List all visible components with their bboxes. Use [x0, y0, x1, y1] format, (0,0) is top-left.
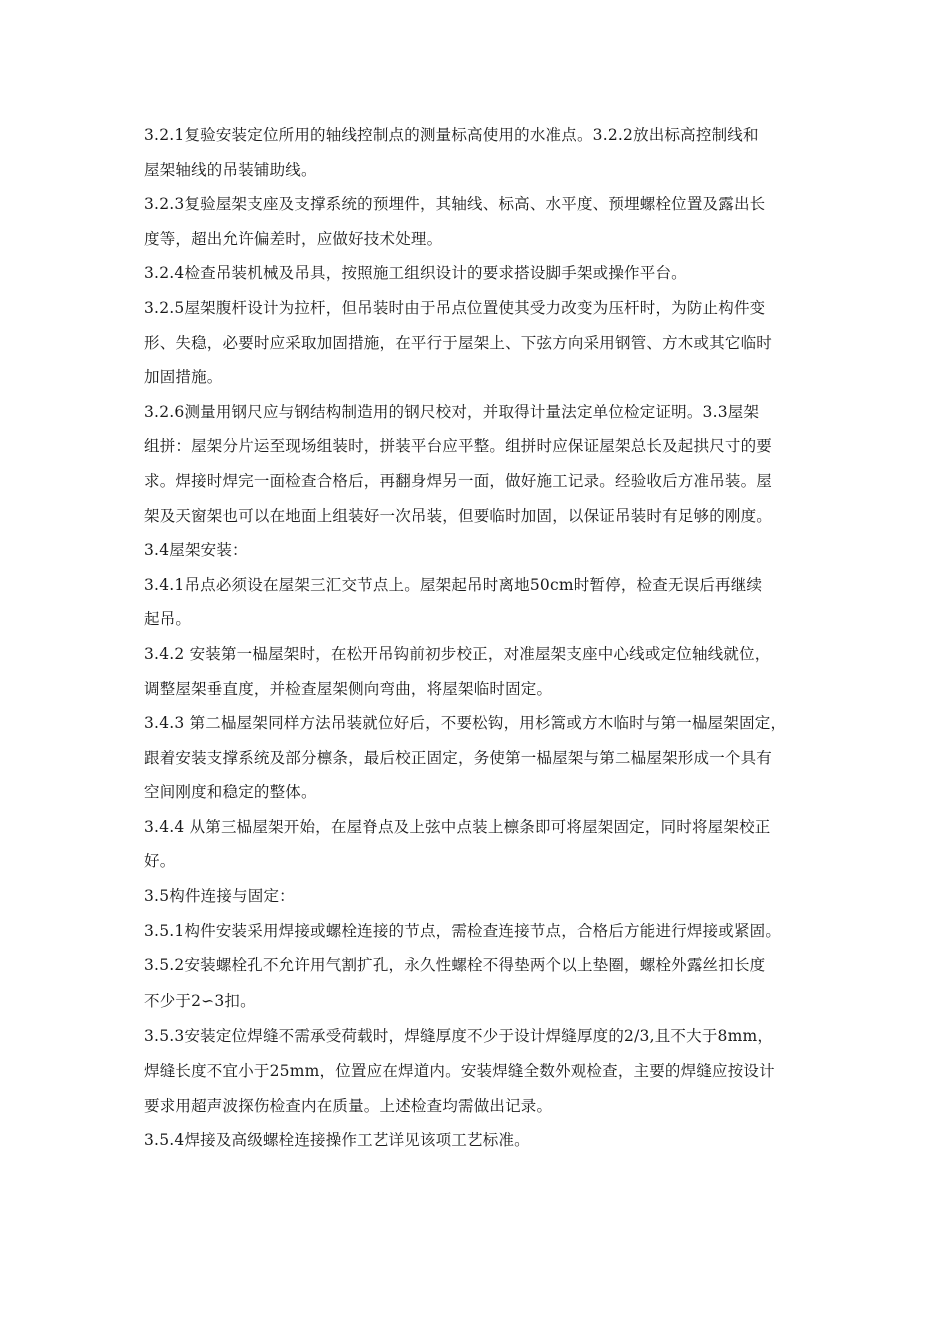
text-line: 好。 — [144, 852, 176, 871]
text-line: 度等，超出允许偏差时，应做好技术处理。 — [144, 229, 443, 248]
text-line: 焊缝长度不宜小于25mm，位置应在焊道内。安装焊缝全数外观检查，主要的焊缝应按设计 — [144, 1061, 775, 1080]
text-line: 调整屋架垂直度，并检查屋架侧向弯曲，将屋架临时固定。 — [144, 679, 553, 698]
text-line: 3.2.4检查吊装机械及吊具，按照施工组织设计的要求搭设脚手架或操作平台。 — [144, 264, 687, 283]
section-heading: 3.4屋架安装： — [144, 541, 248, 560]
text-line: 3.4.3 第二榀屋架同样方法吊装就位好后，不要松钩，用杉篙或方木临时与第一榀屋架固定， — [144, 714, 787, 733]
document-body — [144, 118, 834, 1158]
section-heading: 3.5构件连接与固定： — [144, 887, 295, 906]
text-line: 架及天窗架也可以在地面上组装好一次吊装，但要临时加固，以保证吊装时有足够的刚度。 — [144, 506, 773, 525]
text-line: 3.4.2 安装第一榀屋架时，在松开吊钩前初步校正，对准屋架支座中心线或定位轴线就位， — [144, 644, 771, 663]
text-line: 形、失稳，必要时应采取加固措施，在平行于屋架上、下弦方向采用钢管、方木或其它临时 — [144, 333, 773, 352]
text-line: 跟着安装支撑系统及部分檩条，最后校正固定，务使第一榀屋架与第二榀屋架形成一个具有 — [144, 748, 773, 767]
text-line: 屋架轴线的吊装铺助线。 — [144, 160, 317, 179]
text-line: 3.2.5屋架腹杆设计为拉杆，但吊装时由于吊点位置使其受力改变为压杆时，为防止构件变 — [144, 298, 766, 317]
text-line: 加固措施。 — [144, 368, 223, 387]
text-line: 3.5.1构件安装采用焊接或螺栓连接的节点，需检查连接节点，合格后方能进行焊接或紧固。 — [144, 921, 782, 940]
text-line: 3.2.3复验屋架支座及支撑系统的预埋件，其轴线、标高、水平度、预埋螺栓位置及露出长 — [144, 195, 766, 214]
text-line: 3.2.1复验安装定位所用的轴线控制点的测量标高使用的水准点。3.2.2放出标高控制线和 — [144, 126, 759, 144]
text-line: 3.5.4焊接及高级螺栓连接操作工艺详见该项工艺标准。 — [144, 1131, 530, 1150]
text-line: 起吊。 — [144, 610, 192, 629]
text-line: 3.5.2安装螺栓孔不允许用气割扩孔，永久性螺栓不得垫两个以上垫圈，螺栓外露丝扣长度 — [144, 956, 766, 975]
text-line: 求。焊接时焊完一面检查合格后，再翻身焊另一面，做好施工记录。经验收后方准吊装。屋 — [144, 471, 773, 490]
text-line: 不少于2∽3扣。 — [144, 991, 256, 1010]
text-line: 空间刚度和稳定的整体。 — [144, 783, 317, 802]
text-line: 要求用超声波探伤检查内在质量。上述检查均需做出记录。 — [144, 1096, 553, 1115]
text-line: 3.5.3安装定位焊缝不需承受荷载时，焊缝厚度不少于设计焊缝厚度的2/3,且不大于8mm， — [144, 1027, 774, 1046]
text-line: 组拼：屋架分片运至现场组装时，拼装平台应平整。组拼时应保证屋架总长及起拱尺寸的要 — [144, 437, 773, 456]
text-line: 3.4.4 从第三榀屋架开始，在屋脊点及上弦中点装上檩条即可将屋架固定，同时将屋架校正 — [144, 817, 771, 836]
text-line: 3.2.6测量用钢尺应与钢结构制造用的钢尺校对，并取得计量法定单位检定证明。3.3屋架 — [144, 402, 760, 421]
text-line: 3.4.1吊点必须设在屋架三汇交节点上。屋架起吊时离地50cm时暂停，检查无误后再继续 — [144, 575, 763, 594]
